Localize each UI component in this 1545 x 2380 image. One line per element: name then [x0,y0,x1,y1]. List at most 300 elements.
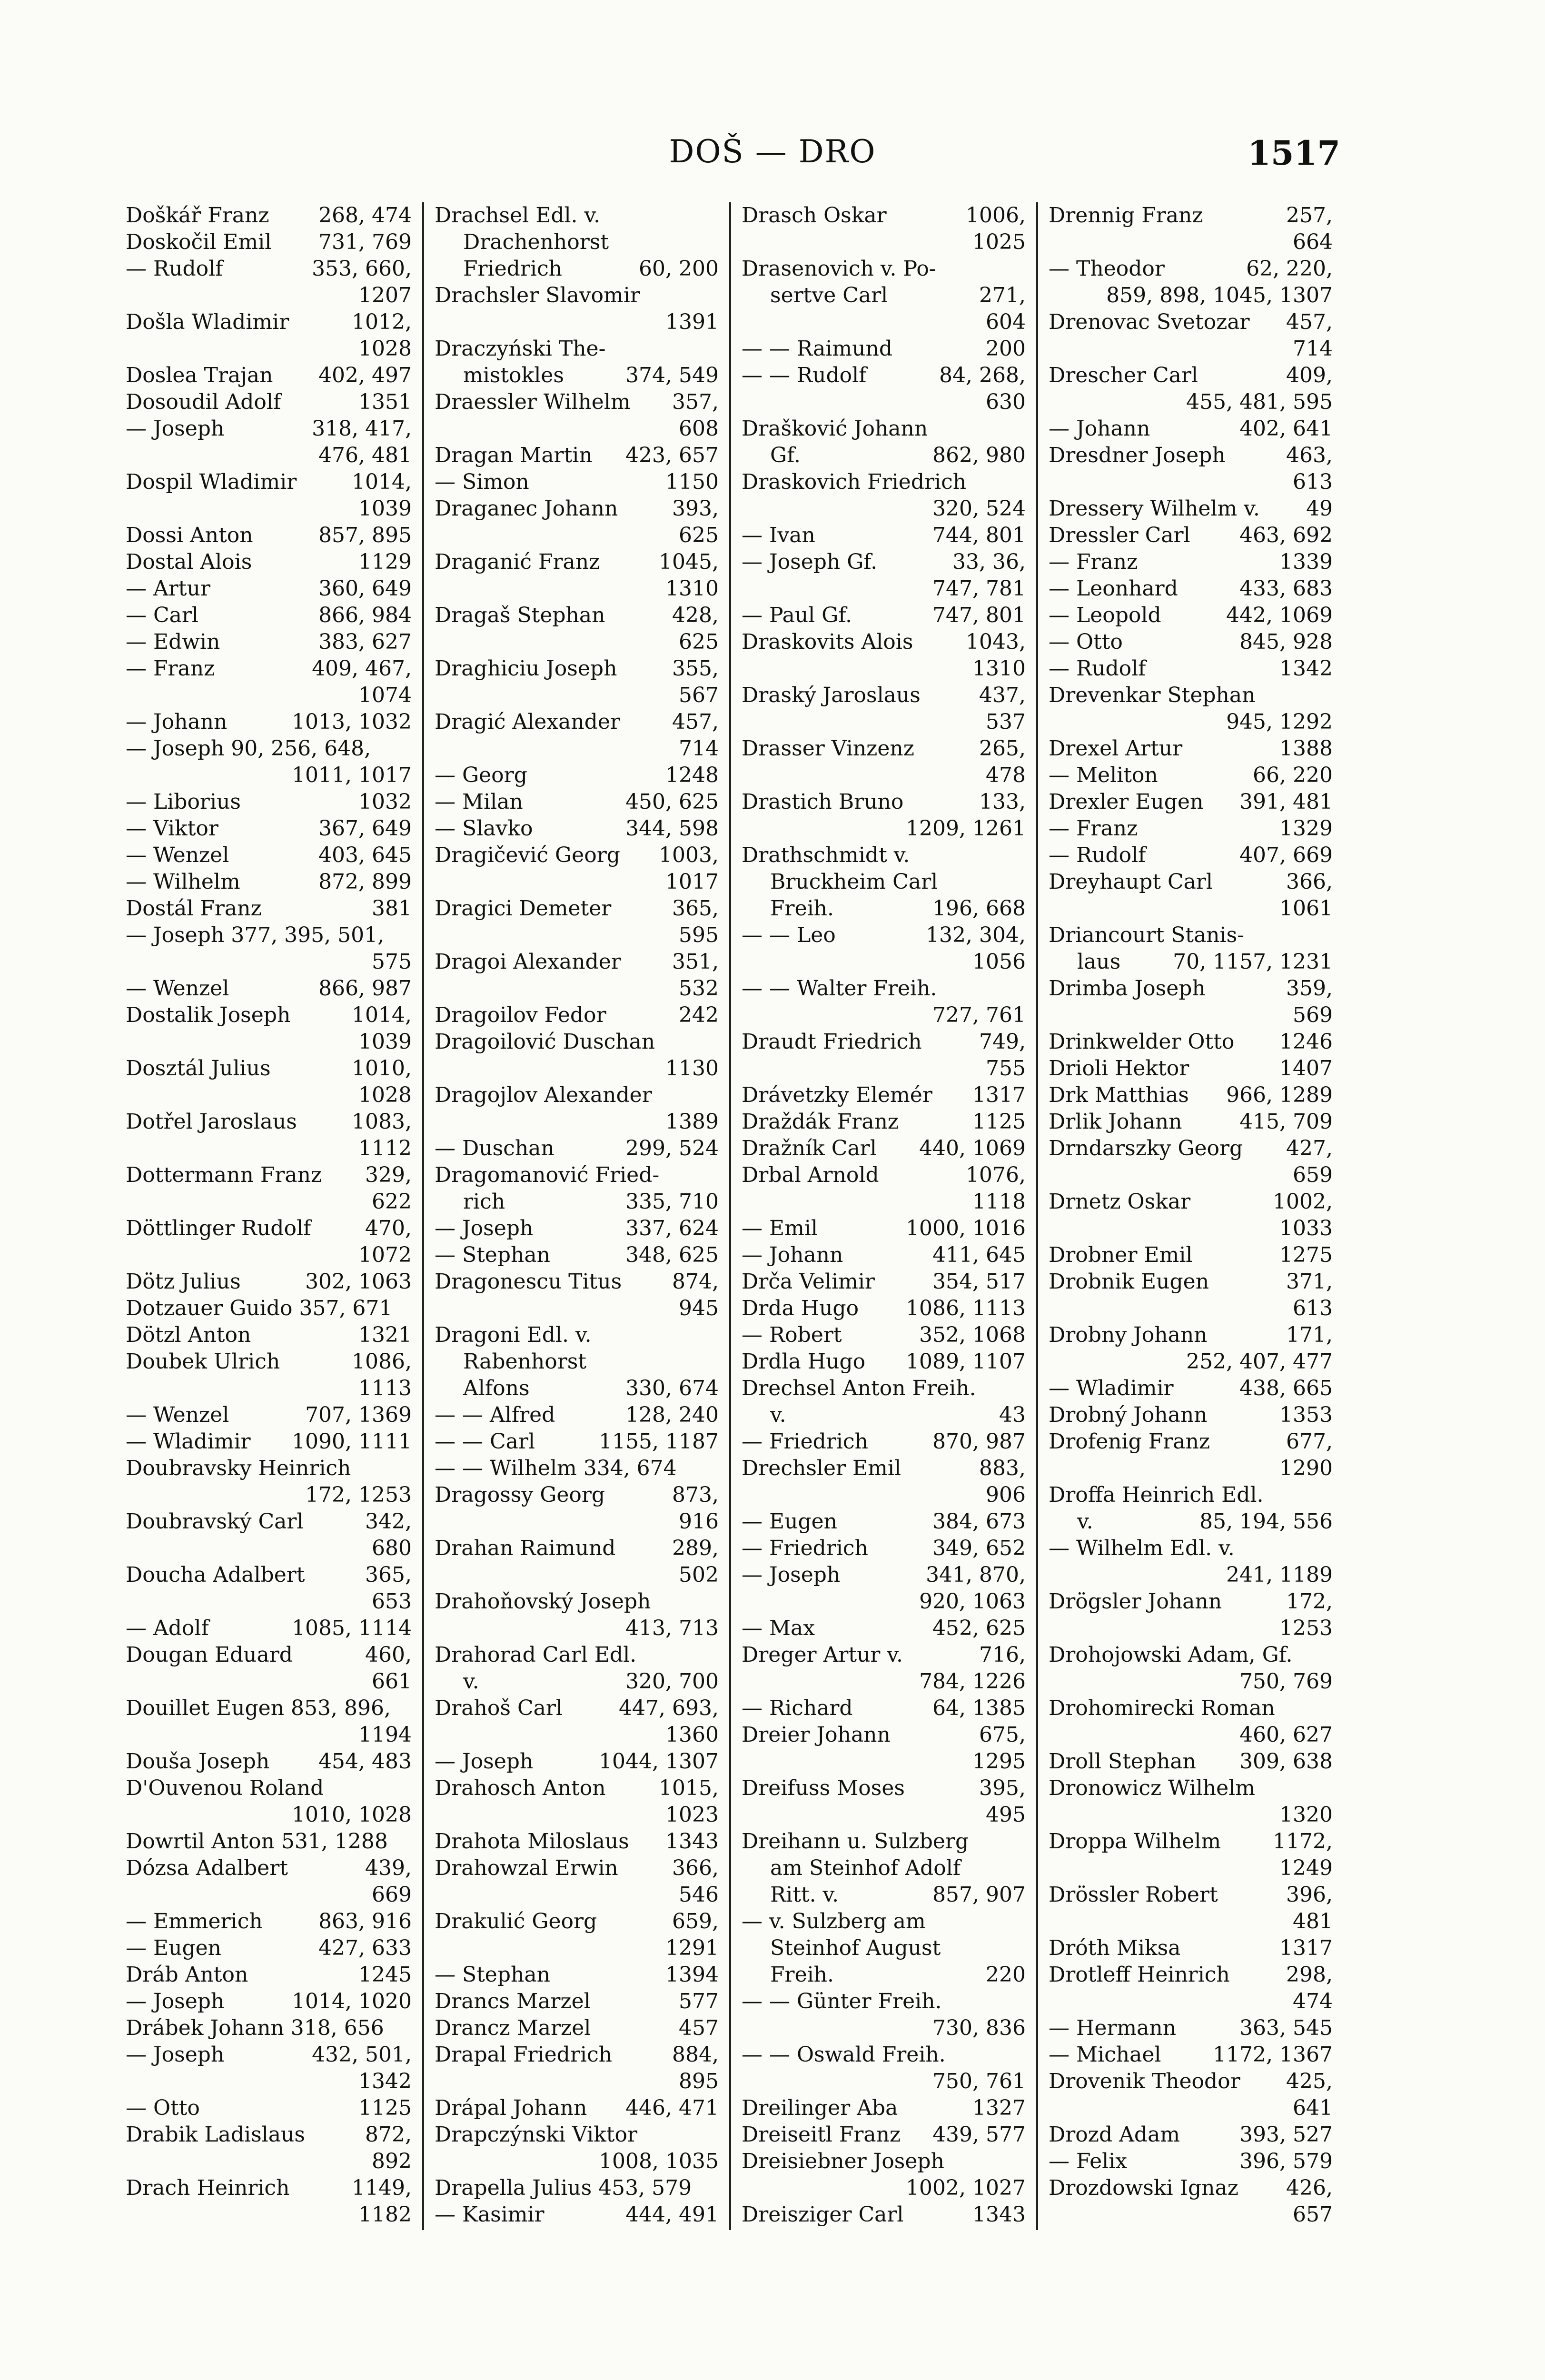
index-entry [126,1162,412,1189]
index-entry [1049,895,1333,922]
entry-pages: 1129 [358,550,412,574]
index-entry [435,1962,719,1988]
index-entry [126,575,412,602]
index-entry [126,1375,412,1402]
entry-name: Dráb Anton [126,1963,248,1987]
entry-pages: 403, 645 [318,843,412,867]
entry-pages: 750, 761 [932,2069,1026,2093]
entry-name: — Otto [126,2096,200,2120]
index-entry [742,975,1026,1002]
index-entry [435,1508,719,1535]
index-entry [126,2095,412,2122]
entry-pages: 1130 [665,1056,719,1081]
entry-name: — Artur [126,576,210,601]
index-entry [126,949,412,975]
index-entry [1049,1189,1333,1215]
index-entry [1049,2148,1333,2175]
entry-name: — Wenzel [126,976,229,1001]
entry-pages: 1113 [358,1376,412,1400]
entry-name: Draghiciu Joseph [435,656,617,681]
index-entry [1049,869,1333,895]
entry-name: Dreilinger Aba [742,2096,898,2120]
index-entry [1049,1242,1333,1269]
entry-pages: 1149, [352,2176,412,2200]
index-entry [1049,1375,1333,1402]
index-entry [435,1775,719,1802]
entry-name: Drobnik Eugen [1049,1269,1209,1294]
entry-pages: 845, 928 [1239,630,1333,654]
index-entry [1049,282,1333,309]
index-entry [435,1855,719,1882]
entry-pages: 409, [1286,363,1333,387]
entry-pages: 1172, [1273,1829,1333,1854]
entry-name: — Felix [1049,2149,1128,2173]
entry-pages: 945 [679,1296,719,1320]
entry-name: Drögsler Johann [1049,1589,1222,1614]
entry-name: — Max [742,1616,815,1640]
index-entry [435,1722,719,1748]
entry-pages: 1343 [972,2202,1026,2227]
index-entry [1049,1135,1333,1162]
index-entry [1049,1828,1333,1855]
entry-pages: 298, [1286,1963,1333,1987]
entry-pages: 747, 781 [932,576,1026,601]
index-entry [126,1082,412,1109]
entry-name: — Milan [435,790,523,814]
index-entry [126,1882,412,1908]
index-entry [126,1562,412,1588]
index-entry [126,1615,412,1642]
index-entry [435,1082,719,1109]
entry-name: Steinhof August [770,1936,941,1960]
index-entry [435,1882,719,1908]
entry-name: — Carl [126,603,198,627]
index-entry [435,1802,719,1828]
index-entry [1049,336,1333,362]
index-entry [1049,2068,1333,2095]
entry-name: Dragaš Stephan [435,603,605,627]
index-entry [435,1695,719,1722]
entry-pages: 1295 [972,1749,1026,1774]
index-entry [126,629,412,655]
index-entry [742,762,1026,789]
entry-pages: 133, [979,790,1026,814]
entry-pages: 1290 [1279,1456,1333,1480]
entry-name: Rabenhorst [463,1349,587,1374]
entry-name: Doucha Adalbert [126,1563,305,1587]
entry-name: Dronowicz Wilhelm [1049,1776,1255,1800]
index-entry [435,1668,719,1695]
entry-name: Doskočil Emil [126,230,272,254]
index-entry [742,1882,1026,1908]
index-entry [126,389,412,416]
entry-pages: 1310 [665,576,719,601]
entry-pages: 750, 769 [1239,1669,1333,1694]
entry-pages: 363, 545 [1239,2016,1333,2040]
index-entry [1049,735,1333,762]
entry-pages: 1112 [358,1136,412,1160]
entry-pages: 546 [679,1883,719,1907]
index-entry [1049,1428,1333,1455]
entry-pages: 365, [672,896,719,921]
index-entry [742,1428,1026,1455]
index-entry [742,1082,1026,1109]
entry-name: mistokles [463,363,564,387]
entry-name: — — Alfred [435,1403,555,1427]
entry-pages: 64, 1385 [932,1696,1026,1720]
index-entry [435,575,719,602]
index-entry [126,2122,412,2148]
index-columns [115,202,1343,2230]
index-entry [126,1482,412,1508]
index-entry [435,1935,719,1962]
entry-pages: 1391 [665,310,719,334]
index-entry [742,2042,1026,2068]
index-entry [1049,1322,1333,1349]
entry-name: laus [1077,950,1121,974]
entry-pages: 1172, 1367 [1213,2043,1333,2067]
entry-pages: 1182 [358,2202,412,2227]
entry-name: Draudt Friedrich [742,1030,922,1054]
index-entry [742,362,1026,389]
entry-pages: 172, [1286,1589,1333,1614]
index-entry [742,1322,1026,1349]
index-entry [1049,2015,1333,2042]
entry-pages: 428, [672,603,719,627]
index-entry [1049,1695,1333,1722]
entry-pages: 532 [679,976,719,1001]
index-entry [126,1002,412,1029]
entry-pages: 381 [372,896,412,921]
entry-name: — Leopold [1049,603,1161,627]
index-column-4 [1036,202,1343,2230]
entry-name: — — Günter Freih. [742,1989,942,2013]
entry-pages: 1246 [1279,1030,1333,1054]
index-entry [1049,256,1333,282]
index-entry [435,1162,719,1189]
entry-pages: 1150 [665,470,719,494]
index-entry [742,2122,1026,2148]
entry-pages: 1317 [972,1083,1026,1107]
entry-pages: 1015, [659,1776,719,1800]
entry-pages: 1010, [352,1056,412,1081]
index-entry [126,202,412,229]
index-entry [435,2148,719,2175]
index-column-2 [422,202,729,2230]
entry-pages: 463, [1286,443,1333,467]
index-entry [435,895,719,922]
entry-name: — Johann [1049,416,1150,441]
entry-pages: 371, [1286,1269,1333,1294]
entry-pages: 1086, [352,1349,412,1374]
index-entry [126,549,412,575]
entry-pages: 348, 625 [625,1243,719,1267]
index-entry [742,1802,1026,1828]
entry-name: Drapal Friedrich [435,2043,612,2067]
index-entry [742,1962,1026,1988]
entry-pages: 268, 474 [318,203,412,228]
index-entry [742,282,1026,309]
entry-pages: 439, [365,1856,412,1880]
entry-pages: 883, [979,1456,1026,1480]
entry-name: Drbal Arnold [742,1163,879,1187]
entry-name: Draskovits Alois [742,630,913,654]
entry-pages: 433, 683 [1239,576,1333,601]
index-entry [1049,1668,1333,1695]
entry-name: Draczyński The- [435,337,606,361]
index-entry [742,1668,1026,1695]
entry-pages: 366, [672,1856,719,1880]
index-entry [435,709,719,735]
entry-name: Drnetz Oskar [1049,1190,1191,1214]
entry-pages: 895 [679,2069,719,2093]
index-entry [1049,1775,1333,1802]
entry-name: Drávetzky Elemér [742,1083,932,1107]
entry-name: Droll Stephan [1049,1749,1196,1774]
entry-pages: 714 [1293,337,1333,361]
index-entry [1049,496,1333,522]
index-entry [742,1002,1026,1029]
index-entry [126,1802,412,1828]
entry-pages: 731, 769 [318,230,412,254]
entry-pages: 1014, 1020 [292,1989,412,2013]
entry-name: am Steinhof Adolf [770,1856,961,1880]
entry-pages: 66, 220 [1253,763,1333,787]
entry-name: Dragonescu Titus [435,1269,622,1294]
index-column-3 [729,202,1036,2230]
entry-pages: 457 [679,2016,719,2040]
index-entry [435,1269,719,1295]
entry-name: — Emmerich [126,1909,263,1934]
entry-pages: 1342 [1279,656,1333,681]
entry-name: — Adolf [126,1616,209,1640]
entry-name: — Joseph 377, 395, 501, [126,923,385,947]
entry-name: Drexler Eugen [1049,790,1204,814]
index-entry [742,1402,1026,1428]
entry-pages: 625 [679,523,719,547]
index-entry [435,922,719,949]
entry-pages: 366, [1286,870,1333,894]
entry-name: Doubek Ulrich [126,1349,280,1374]
index-entry [742,442,1026,469]
index-entry [126,2068,412,2095]
index-entry [435,1029,719,1055]
entry-name: Drohojowski Adam, Gf. [1049,1643,1293,1667]
entry-pages: 677, [1286,1429,1333,1454]
index-entry [435,202,719,229]
entry-pages: 1118 [972,1190,1026,1214]
entry-pages: 351, [672,950,719,974]
index-entry [435,229,719,256]
entry-pages: 1394 [665,1963,719,1987]
entry-pages: 1353 [1279,1403,1333,1427]
entry-pages: 1351 [358,390,412,414]
index-entry [1049,1402,1333,1428]
entry-name: Drobný Johann [1049,1403,1208,1427]
index-entry [742,789,1026,815]
entry-pages: 1155, 1187 [599,1429,719,1454]
entry-name: Dreifuss Moses [742,1776,905,1800]
entry-pages: 661 [372,1669,412,1694]
index-entry [1049,1935,1333,1962]
entry-pages: 1388 [1279,736,1333,761]
entry-pages: 289, [672,1536,719,1560]
entry-name: Freih. [770,896,834,921]
entry-name: Friedrich [463,257,562,281]
index-entry [1049,229,1333,256]
entry-pages: 440, 1069 [919,1136,1026,1160]
entry-pages: 755 [986,1056,1026,1081]
entry-pages: 474 [1293,1989,1333,2013]
entry-name: — Hermann [1049,2016,1177,2040]
entry-name: Drobny Johann [1049,1323,1208,1347]
index-entry [126,842,412,869]
index-entry [742,949,1026,975]
entry-pages: 1253 [1279,1616,1333,1640]
index-entry [126,1775,412,1802]
entry-pages: 1275 [1279,1243,1333,1267]
entry-name: Dragičević Georg [435,843,620,867]
index-entry [126,735,412,762]
entry-name: — Johann [742,1243,843,1267]
index-entry [435,2202,719,2228]
entry-name: Drasch Oskar [742,203,887,228]
index-entry [742,629,1026,655]
entry-name: — Eugen [742,1509,837,1534]
entry-name: — Joseph [126,416,225,441]
entry-name: Drašković Johann [742,416,928,441]
index-entry [435,682,719,709]
index-entry [435,469,719,496]
index-entry [435,1908,719,1935]
entry-name: Drahoňovský Joseph [435,1589,651,1614]
entry-name: Döttlinger Rudolf [126,1216,311,1240]
index-entry [435,1349,719,1375]
entry-pages: 1321 [358,1323,412,1347]
entry-pages: 680 [372,1536,412,1560]
entry-pages: 450, 625 [625,790,719,814]
index-entry [126,1988,412,2015]
entry-name: Dragan Martin [435,443,593,467]
entry-pages: 446, 471 [625,2096,719,2120]
index-entry [1049,2175,1333,2202]
entry-pages: 1039 [358,1030,412,1054]
entry-name: Draganić Franz [435,550,600,574]
entry-name: Draskovich Friedrich [742,470,967,494]
index-entry [126,522,412,549]
index-entry [126,1242,412,1269]
entry-pages: 1002, [1273,1190,1333,1214]
index-entry [742,1508,1026,1535]
index-entry [126,1428,412,1455]
entry-name: Dragoni Edl. v. [435,1323,592,1347]
entry-name: — Paul Gf. [742,603,852,627]
page-header [0,133,1545,190]
entry-pages: 1090, 1111 [292,1429,412,1454]
entry-name: Drohomirecki Roman [1049,1696,1275,1720]
entry-pages: 411, 645 [932,1243,1026,1267]
index-entry [435,1535,719,1562]
index-entry [435,1002,719,1029]
index-entry [1049,416,1333,442]
index-entry [435,2015,719,2042]
entry-pages: 299, 524 [625,1136,719,1160]
index-entry [1049,1642,1333,1668]
entry-pages: 470, [365,1216,412,1240]
entry-pages: 863, 916 [318,1909,412,1934]
entry-pages: 352, 1068 [919,1323,1026,1347]
page-number: 1517 [1248,133,1340,173]
entry-pages: 342, [365,1509,412,1534]
entry-name: Draganec Johann [435,496,618,521]
entry-pages: 427, [1286,1136,1333,1160]
entry-pages: 595 [679,923,719,947]
entry-name: — Stephan [435,1243,550,1267]
index-entry [1049,522,1333,549]
entry-pages: 872, [365,2122,412,2147]
entry-pages: 613 [1293,1296,1333,1320]
entry-name: Drobner Emil [1049,1243,1193,1267]
entry-pages: 784, 1226 [919,1669,1026,1694]
index-entry [435,949,719,975]
entry-pages: 438, 665 [1239,1376,1333,1400]
index-entry [1049,1349,1333,1375]
index-entry [126,895,412,922]
index-entry [1049,1748,1333,1775]
index-entry [435,2042,719,2068]
index-entry [742,1642,1026,1668]
index-entry [1049,682,1333,709]
entry-pages: 1248 [665,763,719,787]
entry-pages: 966, 1289 [1226,1083,1333,1107]
entry-name: — Joseph 90, 256, 648, [126,736,371,761]
entry-pages: 355, [672,656,719,681]
entry-name: Drofenig Franz [1049,1429,1210,1454]
index-entry [742,1055,1026,1082]
entry-name: Doslea Trajan [126,363,273,387]
index-entry [126,309,412,336]
entry-name: Gf. [770,443,801,467]
entry-name: Dowrtil Anton 531, 1288 [126,1829,388,1854]
entry-name: Bruckheim Carl [770,870,938,894]
index-entry [742,815,1026,842]
entry-pages: 857, 895 [318,523,412,547]
entry-pages: 1310 [972,656,1026,681]
index-entry [742,1029,1026,1055]
entry-pages: 659 [1293,1163,1333,1187]
entry-pages: 714 [679,736,719,761]
index-entry [1049,975,1333,1002]
entry-name: Dreger Artur v. [742,1643,903,1667]
entry-name: Drachsel Edl. v. [435,203,601,228]
index-entry [1049,2042,1333,2068]
entry-name: Dospil Wladimir [126,470,297,494]
entry-name: — Eugen [126,1936,221,1960]
index-entry [126,1029,412,1055]
index-entry [1049,1082,1333,1109]
entry-name: — Johann [126,710,228,734]
index-entry [1049,575,1333,602]
index-entry [742,1189,1026,1215]
entry-name: Drozdowski Ignaz [1049,2176,1238,2200]
entry-name: sertve Carl [770,283,888,307]
entry-name: Drastich Bruno [742,790,904,814]
entry-name: Dreisziger Carl [742,2202,904,2227]
entry-name: Drancz Marzel [435,2016,591,2040]
entry-name: Driancourt Stanis- [1049,923,1245,947]
index-entry [435,389,719,416]
index-entry [126,1055,412,1082]
